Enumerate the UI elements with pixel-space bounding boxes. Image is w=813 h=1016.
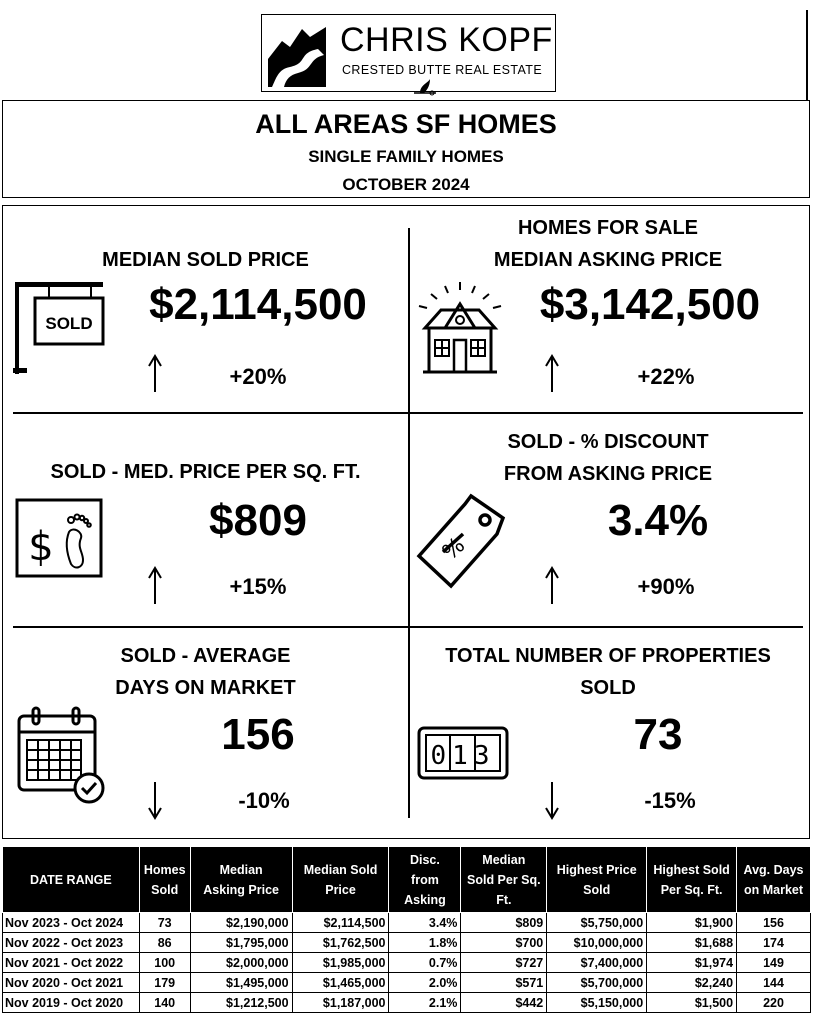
total-sold-title-line2: SOLD: [580, 677, 636, 699]
table-cell: 140: [139, 993, 190, 1013]
table-row: [3, 933, 811, 953]
table-cell: Nov 2020 - Oct 2021: [3, 973, 140, 993]
table-cell: Nov 2022 - Oct 2023: [3, 933, 140, 953]
median-sold-value: $2,114,500: [149, 280, 367, 329]
table-header-text: Sold: [151, 882, 179, 897]
report-period: OCTOBER 2024: [342, 175, 470, 194]
table-cell: Nov 2021 - Oct 2022: [3, 953, 140, 973]
table-cell: $5,750,000: [547, 913, 647, 933]
table-header-cell: [3, 847, 140, 913]
price-per-sqft-change: +15%: [229, 574, 287, 599]
history-table: [2, 846, 811, 1013]
median-asking-title-line2: MEDIAN ASKING PRICE: [493, 249, 723, 271]
table-row: [3, 913, 811, 933]
table-cell: $2,190,000: [190, 913, 292, 933]
price-per-sqft-value: $809: [209, 496, 307, 545]
table-cell: 220: [737, 993, 811, 1013]
table-cell: 2.0%: [389, 973, 461, 993]
table-cell: $442: [461, 993, 547, 1013]
table-header-text: Median Sold: [303, 862, 378, 877]
table-header-text: Median: [219, 862, 263, 877]
table-header-text: DATE RANGE: [29, 872, 112, 887]
table-cell: $1,974: [647, 953, 737, 973]
median-asking-value: $3,142,500: [539, 280, 761, 329]
arrow-down-icon: [147, 782, 163, 820]
table-header-cell: [647, 847, 737, 913]
table-header-text: Per Sq. Ft.: [660, 882, 723, 897]
table-cell: $1,465,000: [292, 973, 389, 993]
table-cell: $1,795,000: [190, 933, 292, 953]
table-row: [3, 993, 811, 1013]
calendar-check-icon: [15, 706, 105, 804]
table-header-text: Homes: [143, 862, 186, 877]
counter-digits: 013: [430, 741, 496, 771]
arrow-down-icon: [544, 782, 560, 820]
report-title-box: [2, 100, 810, 198]
dom-title-line1: SOLD - AVERAGE: [120, 645, 291, 667]
table-header-text: Highest Sold: [653, 862, 730, 877]
table-header-text: on Market: [744, 882, 804, 897]
discount-tag-icon: [413, 490, 509, 590]
table-cell: 3.4%: [389, 913, 461, 933]
table-header-cell: [547, 847, 647, 913]
table-header-text: Asking: [404, 892, 446, 907]
table-cell: 86: [139, 933, 190, 953]
table-cell: $1,762,500: [292, 933, 389, 953]
arrow-up-icon: [544, 354, 560, 392]
sold-sign-text: SOLD: [45, 314, 93, 333]
median-asking-title-line1: HOMES FOR SALE: [517, 217, 698, 239]
logo-subtitle: CRESTED BUTTE REAL ESTATE: [342, 63, 543, 77]
discount-title-line1: SOLD - % DISCOUNT: [507, 431, 709, 453]
table-cell: 2.1%: [389, 993, 461, 1013]
total-sold-value: 73: [633, 710, 683, 759]
table-header-cell: [737, 847, 811, 913]
median-sold-title: MEDIAN SOLD PRICE: [102, 249, 309, 271]
price-per-sqft-title: SOLD - MED. PRICE PER SQ. FT.: [50, 461, 361, 483]
table-cell: 149: [737, 953, 811, 973]
discount-title-line2: FROM ASKING PRICE: [503, 463, 713, 485]
discount-value: 3.4%: [607, 496, 709, 545]
svg-text:$: $: [28, 524, 54, 570]
dom-change: -10%: [238, 788, 290, 813]
table-header-text: Highest Price: [556, 862, 637, 877]
table-cell: Nov 2023 - Oct 2024: [3, 913, 140, 933]
table-cell: 0.7%: [389, 953, 461, 973]
table-cell: $1,900: [647, 913, 737, 933]
table-header-cell: [190, 847, 292, 913]
table-cell: $7,400,000: [547, 953, 647, 973]
table-header-text: Median: [482, 852, 526, 867]
table-cell: $5,150,000: [547, 993, 647, 1013]
table-cell: $10,000,000: [547, 933, 647, 953]
table-cell: 100: [139, 953, 190, 973]
table-header-text: Avg. Days: [743, 862, 804, 877]
table-header-text: Sold Per Sq.: [467, 872, 541, 887]
table-cell: $1,495,000: [190, 973, 292, 993]
table-header-text: Asking Price: [203, 882, 279, 897]
table-cell: $700: [461, 933, 547, 953]
table-cell: 144: [737, 973, 811, 993]
table-cell: 179: [139, 973, 190, 993]
table-cell: $2,240: [647, 973, 737, 993]
table-row: [3, 953, 811, 973]
grid-divider-vertical: [408, 228, 410, 818]
total-sold-title-line1: TOTAL NUMBER OF PROPERTIES: [445, 645, 771, 667]
mountain-road-icon: [268, 19, 326, 87]
report-subtitle: SINGLE FAMILY HOMES: [308, 147, 504, 166]
arrow-up-icon: [147, 354, 163, 392]
logo-name: CHRIS KOPF: [340, 21, 553, 59]
arrow-up-icon: [544, 566, 560, 604]
table-cell: $1,500: [647, 993, 737, 1013]
grid-divider-row1: [13, 412, 803, 414]
table-cell: 1.8%: [389, 933, 461, 953]
stats-grid: [2, 205, 810, 839]
table-header-cell: [389, 847, 461, 913]
table-cell: Nov 2019 - Oct 2020: [3, 993, 140, 1013]
table-cell: $2,000,000: [190, 953, 292, 973]
table-cell: $2,114,500: [292, 913, 389, 933]
median-sold-change: +20%: [229, 364, 287, 389]
table-cell: $5,700,000: [547, 973, 647, 993]
sold-sign-icon: [13, 278, 105, 374]
grid-divider-row2: [13, 626, 803, 628]
svg-text:%: %: [437, 532, 471, 566]
counter-icon: [417, 726, 509, 780]
table-header-text: from: [411, 872, 439, 887]
table-cell: 174: [737, 933, 811, 953]
table-header-cell: [292, 847, 389, 913]
table-cell: $571: [461, 973, 547, 993]
dollar-footprint-icon: [15, 498, 103, 578]
table-cell: $727: [461, 953, 547, 973]
arrow-up-icon: [147, 566, 163, 604]
table-body: [3, 913, 811, 1013]
logo: [261, 14, 556, 92]
header-right-rule: [806, 10, 808, 100]
table-header-cell: [139, 847, 190, 913]
discount-change: +90%: [637, 574, 695, 599]
table-cell: 156: [737, 913, 811, 933]
table-header-text: Ft.: [496, 892, 512, 907]
report-title: ALL AREAS SF HOMES: [255, 109, 557, 139]
total-sold-change: -15%: [644, 788, 696, 813]
table-header-text: Price: [325, 882, 356, 897]
table-header-text: Sold: [583, 882, 611, 897]
median-asking-change: +22%: [637, 364, 695, 389]
table-row: [3, 973, 811, 993]
table-cell: $1,212,500: [190, 993, 292, 1013]
table-header-cell: [461, 847, 547, 913]
table-cell: $1,187,000: [292, 993, 389, 1013]
table-cell: $1,985,000: [292, 953, 389, 973]
table-header-row: [3, 847, 811, 913]
table-cell: $809: [461, 913, 547, 933]
table-header-text: Disc.: [409, 852, 440, 867]
table-cell: 73: [139, 913, 190, 933]
house-icon: [415, 280, 505, 376]
dom-title-line2: DAYS ON MARKET: [115, 677, 296, 699]
table-cell: $1,688: [647, 933, 737, 953]
dom-value: 156: [221, 710, 295, 759]
